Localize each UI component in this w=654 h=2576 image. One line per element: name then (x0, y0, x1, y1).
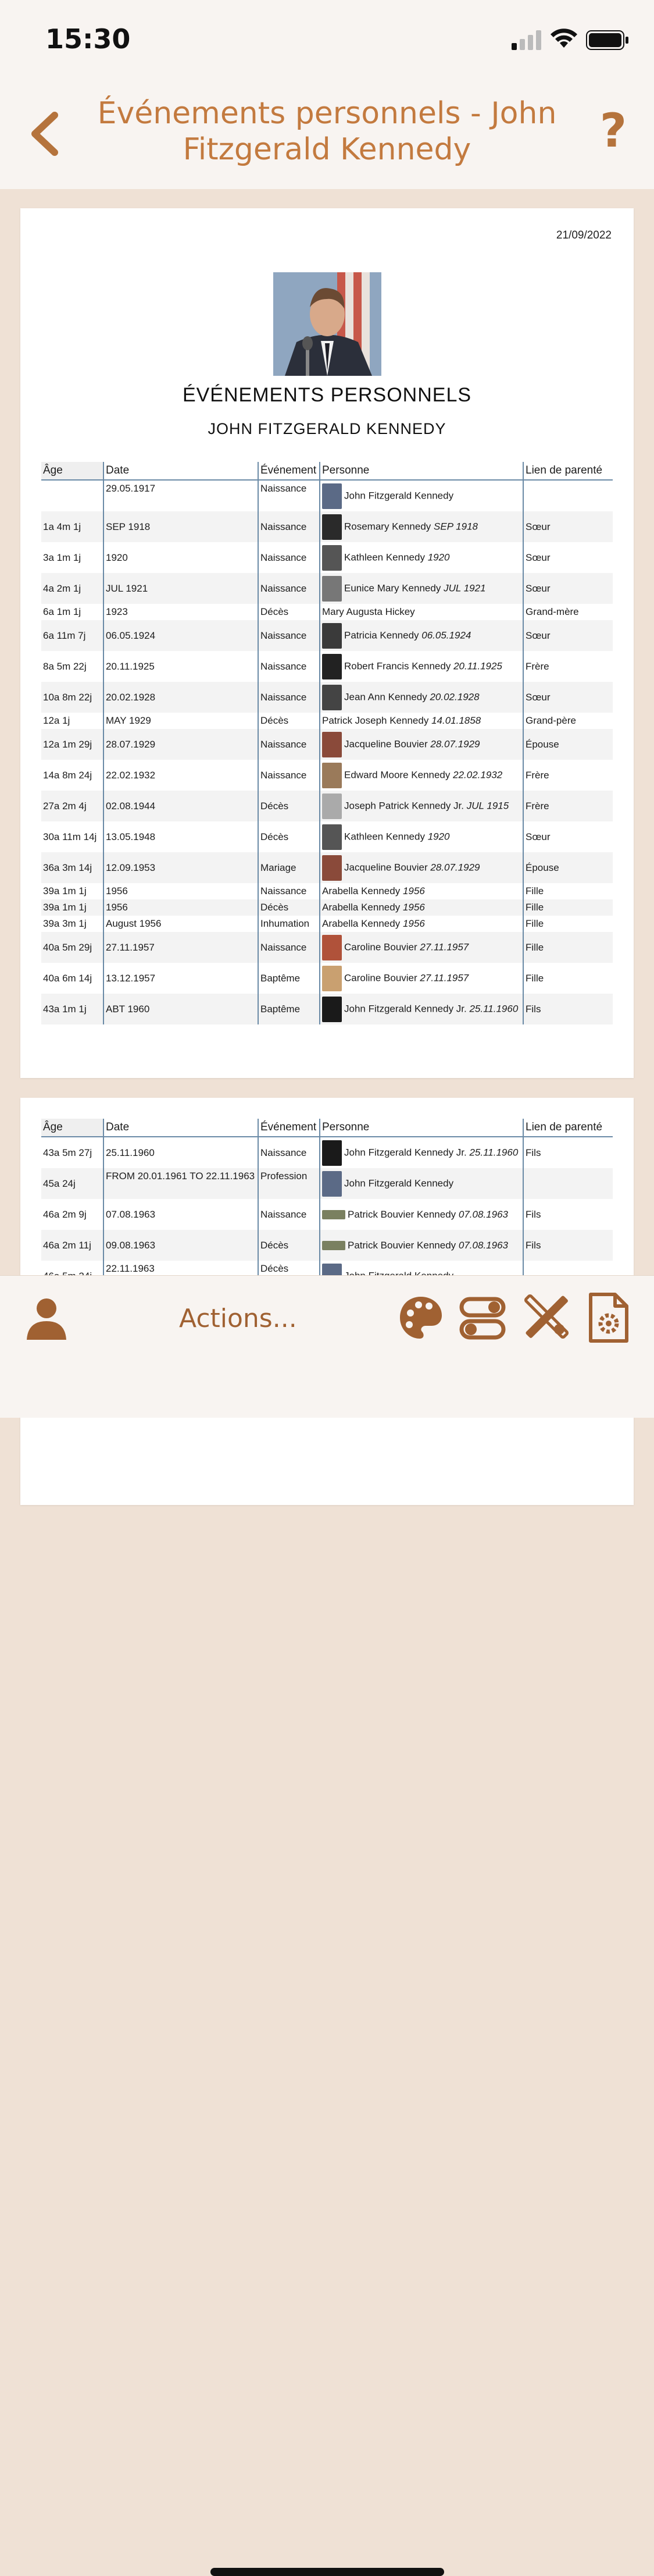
person-thumbnail (322, 794, 342, 819)
event-cell: Naissance (258, 1137, 320, 1168)
person-thumbnail (322, 732, 342, 757)
date-cell: 1956 (103, 883, 258, 899)
person-name: Caroline Bouvier (344, 941, 417, 952)
person-thumbnail (322, 576, 342, 602)
table-row (41, 620, 613, 651)
date-cell: 25.11.1960 (103, 1137, 258, 1168)
header-relation: Lien de parenté (523, 1119, 613, 1137)
person-name: Patrick Bouvier Kennedy (348, 1239, 456, 1251)
event-cell: Inhumation (258, 916, 320, 932)
person-date: 06.05.1924 (421, 629, 471, 641)
header-event: Événement (258, 462, 320, 480)
person-date: 25.11.1960 (469, 1002, 519, 1014)
person-date: 27.11.1957 (420, 972, 469, 983)
age-cell: 36a 3m 14j (41, 852, 103, 883)
relation-cell: Frère (523, 760, 613, 791)
home-indicator (210, 2568, 444, 2576)
relation-cell: Fils (523, 1137, 613, 1168)
relation-cell (523, 480, 613, 511)
person-thumbnail (322, 1171, 342, 1197)
person-thumbnail (322, 966, 342, 991)
events-table-body (41, 1137, 613, 1291)
person-date: 28.07.1929 (430, 861, 480, 873)
person-thumbnail (322, 545, 342, 571)
event-cell: Naissance (258, 729, 320, 760)
person-cell (320, 883, 523, 899)
event-cell: Décès (258, 899, 320, 916)
date-cell: 22.02.1932 (103, 760, 258, 791)
date-cell: 07.08.1963 (103, 1199, 258, 1230)
report-page-1 (20, 208, 634, 1078)
person-cell (320, 1137, 523, 1168)
date-cell: 1923 (103, 604, 258, 620)
event-cell: Décès (258, 713, 320, 729)
person-cell (320, 511, 523, 542)
event-cell: Naissance (258, 573, 320, 604)
date-cell: 02.08.1944 (103, 791, 258, 821)
toggles-icon[interactable] (459, 1294, 506, 1341)
date-cell: JUL 1921 (103, 573, 258, 604)
age-cell: 43a 1m 1j (41, 994, 103, 1024)
event-cell: Décès (258, 604, 320, 620)
person-name: Rosemary Kennedy (344, 520, 431, 532)
table-row (41, 604, 613, 620)
person-cell (320, 932, 523, 963)
relation-cell: Fille (523, 932, 613, 963)
relation-cell: Frère (523, 791, 613, 821)
relation-cell: Fils (523, 994, 613, 1024)
person-name: Jacqueline Bouvier (344, 861, 428, 873)
relation-cell: Grand-père (523, 713, 613, 729)
table-header-row (41, 1119, 613, 1137)
age-cell: 12a 1m 29j (41, 729, 103, 760)
date-cell: 06.05.1924 (103, 620, 258, 651)
person-date: 25.11.1960 (469, 1146, 519, 1158)
table-row (41, 729, 613, 760)
navigation-bar (0, 76, 654, 189)
relation-cell: Fils (523, 1199, 613, 1230)
date-cell: 20.02.1928 (103, 682, 258, 713)
event-cell: Naissance (258, 760, 320, 791)
age-cell: 43a 5m 27j (43, 1147, 92, 1158)
table-row (41, 791, 613, 821)
cellular-signal-icon (512, 30, 544, 50)
person-cell (320, 760, 523, 791)
person-date: JUL 1921 (444, 582, 486, 593)
relation-cell: Fille (523, 899, 613, 916)
age-cell (41, 480, 103, 511)
person-thumbnail (322, 935, 342, 960)
relation-cell: Sœur (523, 682, 613, 713)
person-thumbnail (322, 483, 342, 509)
relation-cell: Épouse (523, 729, 613, 760)
date-cell: 09.08.1963 (103, 1230, 258, 1261)
event-cell: Décès (258, 1230, 320, 1261)
date-cell: August 1956 (103, 916, 258, 932)
event-cell: Naissance (258, 651, 320, 682)
person-cell (320, 963, 523, 994)
age-cell: 8a 5m 22j (43, 660, 87, 672)
person-cell (320, 682, 523, 713)
document-settings-icon[interactable] (588, 1292, 629, 1343)
table-row (41, 1199, 613, 1230)
table-row (41, 963, 613, 994)
help-button[interactable]: ? (599, 104, 627, 158)
relation-cell: Fille (523, 883, 613, 899)
table-row (41, 932, 613, 963)
person-name: Jean Ann Kennedy (344, 691, 427, 702)
person-name: Arabella Kennedy (322, 918, 401, 929)
relation-cell: Sœur (523, 620, 613, 651)
table-row (41, 760, 613, 791)
person-thumbnail (322, 763, 342, 788)
events-table (41, 1119, 613, 1291)
report-date: 21/09/2022 (556, 229, 612, 241)
actions-button[interactable]: Actions... (179, 1304, 297, 1333)
age-cell: 39a 1m 1j (43, 885, 87, 896)
person-date: 28.07.1929 (430, 738, 480, 749)
event-cell: Décès (258, 1261, 320, 1291)
person-name: Edward Moore Kennedy (344, 768, 451, 780)
person-date: 1920 (427, 830, 450, 842)
date-cell: FROM 20.01.1961 TO 22.11.1963 (103, 1168, 258, 1199)
report-title: ÉVÉNEMENTS PERSONNELS (182, 384, 472, 406)
event-cell: Naissance (258, 1199, 320, 1230)
table-row (41, 480, 613, 511)
person-thumbnail (322, 654, 342, 679)
header-age: Âge (41, 1119, 103, 1137)
age-cell: 39a 1m 1j (41, 899, 103, 916)
relation-cell: Fille (523, 963, 613, 994)
person-thumbnail (322, 1140, 342, 1166)
person-name: Patricia Kennedy (344, 629, 419, 641)
date-cell: 27.11.1957 (103, 932, 258, 963)
palette-icon[interactable] (398, 1294, 444, 1341)
person-name: Kathleen Kennedy (344, 830, 425, 842)
person-date: 07.08.1963 (458, 1239, 508, 1251)
person-name: Mary Augusta Hickey (322, 606, 415, 617)
age-cell: 46a 2m 11j (41, 1230, 103, 1261)
person-date: 1956 (402, 902, 425, 913)
relation-cell: Épouse (523, 852, 613, 883)
person-cell (320, 1230, 523, 1261)
person-name: John Fitzgerald Kennedy (344, 1177, 454, 1189)
person-cell (320, 651, 523, 682)
person-cell (320, 994, 523, 1024)
header-person: Personne (320, 462, 523, 480)
age-cell: 40a 5m 29j (41, 932, 103, 963)
person-thumbnail (322, 855, 342, 881)
page-title: Événements personnels - John Fitzgerald Kennedy (97, 96, 557, 167)
age-cell: 4a 2m 1j (41, 573, 103, 604)
table-header-row (41, 462, 613, 480)
person-thumbnail (322, 623, 342, 649)
person-cell (320, 821, 523, 852)
person-name: Caroline Bouvier (344, 972, 417, 983)
status-time: 15:30 (45, 23, 131, 55)
date-cell: 28.07.1929 (103, 729, 258, 760)
person-name: Joseph Patrick Kennedy Jr. (344, 799, 464, 811)
person-date: 1920 (427, 551, 450, 563)
bottom-toolbar (0, 1275, 654, 1418)
person-thumbnail (322, 685, 342, 710)
report-subtitle: JOHN FITZGERALD KENNEDY (208, 420, 446, 437)
date-cell: 13.05.1948 (103, 821, 258, 852)
event-cell: Naissance (258, 883, 320, 899)
person-thumbnail (322, 1241, 345, 1250)
date-cell: ABT 1960 (103, 994, 258, 1024)
table-row (41, 682, 613, 713)
person-cell (320, 1199, 523, 1230)
person-cell (320, 480, 523, 511)
date-cell: SEP 1918 (103, 511, 258, 542)
event-cell: Décès (258, 791, 320, 821)
event-cell: Baptême (258, 994, 320, 1024)
age-cell: 3a 1m 1j (43, 552, 81, 563)
person-name: Patrick Joseph Kennedy (322, 715, 429, 726)
person-date: SEP 1918 (434, 520, 478, 532)
wifi-icon (550, 28, 578, 49)
portrait-photo (273, 272, 381, 376)
event-cell: Profession (258, 1168, 320, 1199)
person-cell (320, 604, 523, 620)
relation-cell: Sœur (523, 573, 613, 604)
table-row (41, 821, 613, 852)
date-cell: MAY 1929 (103, 713, 258, 729)
event-cell: Mariage (258, 852, 320, 883)
person-cell (320, 916, 523, 932)
person-cell (320, 1168, 523, 1199)
relation-cell: Frère (523, 651, 613, 682)
events-table-body (41, 480, 613, 1024)
table-row (41, 899, 613, 916)
date-cell: 13.12.1957 (103, 963, 258, 994)
event-cell: Naissance (258, 542, 320, 573)
age-cell: 12a 1j (43, 715, 70, 726)
person-name: Jacqueline Bouvier (344, 738, 428, 749)
age-cell: 30a 11m 14j (43, 831, 97, 842)
person-cell (320, 899, 523, 916)
person-thumbnail (322, 514, 342, 540)
person-date: 27.11.1957 (420, 941, 469, 952)
table-row (41, 852, 613, 883)
person-date: 20.02.1928 (430, 691, 480, 702)
table-row (41, 1168, 613, 1199)
person-cell (320, 542, 523, 573)
date-cell: 1956 (103, 899, 258, 916)
age-cell: 14a 8m 24j (43, 769, 92, 781)
person-icon[interactable] (23, 1294, 70, 1341)
person-name: John Fitzgerald Kennedy (344, 489, 454, 501)
date-cell: 1920 (103, 542, 258, 573)
person-name: John Fitzgerald Kennedy Jr. (344, 1146, 467, 1158)
person-name: Patrick Bouvier Kennedy (348, 1208, 456, 1220)
person-cell (320, 713, 523, 729)
person-cell (320, 791, 523, 821)
person-cell (320, 573, 523, 604)
person-cell (320, 852, 523, 883)
person-name: Arabella Kennedy (322, 902, 401, 913)
age-cell: 45a 24j (41, 1168, 103, 1199)
header-age: Âge (41, 462, 103, 480)
table-row (41, 994, 613, 1024)
person-thumbnail (322, 997, 342, 1022)
tools-icon[interactable] (523, 1293, 570, 1340)
age-cell: 40a 6m 14j (43, 972, 92, 984)
event-cell: Baptême (258, 963, 320, 994)
table-row (41, 511, 613, 542)
person-date: 1956 (402, 918, 425, 929)
age-cell: 27a 2m 4j (41, 791, 103, 821)
event-cell: Naissance (258, 480, 320, 511)
table-row (41, 651, 613, 682)
age-cell: 39a 3m 1j (43, 918, 87, 929)
age-cell: 10a 8m 22j (41, 682, 103, 713)
relation-cell (523, 1168, 613, 1199)
event-cell: Naissance (258, 620, 320, 651)
person-date: 14.01.1858 (431, 715, 481, 726)
header-date: Date (103, 1119, 258, 1137)
header-person: Personne (320, 1119, 523, 1137)
person-date: 1956 (402, 885, 425, 896)
table-row (41, 1137, 613, 1168)
table-row (41, 883, 613, 899)
event-cell: Naissance (258, 932, 320, 963)
table-row (41, 542, 613, 573)
battery-icon (586, 30, 629, 50)
person-thumbnail (322, 824, 342, 850)
person-date: 07.08.1963 (458, 1208, 508, 1220)
header-event: Événement (258, 1119, 320, 1137)
relation-cell: Sœur (523, 511, 613, 542)
table-row (41, 713, 613, 729)
age-cell: 1a 4m 1j (41, 511, 103, 542)
person-cell (320, 620, 523, 651)
date-cell: 12.09.1953 (103, 852, 258, 883)
event-cell: Naissance (258, 511, 320, 542)
relation-cell: Grand-mère (523, 604, 613, 620)
relation-cell: Sœur (523, 821, 613, 852)
age-cell: 46a 2m 9j (43, 1208, 87, 1220)
header-date: Date (103, 462, 258, 480)
person-name: Arabella Kennedy (322, 885, 401, 896)
event-cell: Naissance (258, 682, 320, 713)
person-name: Robert Francis Kennedy (344, 660, 451, 671)
relation-cell: Fils (523, 1230, 613, 1261)
person-date: 20.11.1925 (453, 660, 502, 671)
table-row (41, 1230, 613, 1261)
events-table (41, 462, 613, 1024)
relation-cell: Sœur (523, 542, 613, 573)
person-cell (320, 729, 523, 760)
chevron-left-icon[interactable] (28, 111, 63, 157)
status-bar (0, 0, 654, 76)
person-name: John Fitzgerald Kennedy Jr. (344, 1002, 467, 1014)
date-cell: 22.11.1963 (103, 1261, 258, 1291)
date-cell: 29.05.1917 (103, 480, 258, 511)
person-thumbnail (322, 1210, 345, 1219)
person-date: JUL 1915 (466, 799, 509, 811)
relation-cell: Fille (523, 916, 613, 932)
age-cell: 6a 1m 1j (43, 606, 81, 617)
person-name: Kathleen Kennedy (344, 551, 425, 563)
table-row (41, 573, 613, 604)
person-name: Eunice Mary Kennedy (344, 582, 441, 593)
header-relation: Lien de parenté (523, 462, 613, 480)
event-cell: Décès (258, 821, 320, 852)
age-cell: 6a 11m 7j (41, 620, 103, 651)
table-row (41, 916, 613, 932)
person-date: 22.02.1932 (453, 768, 503, 780)
date-cell: 20.11.1925 (103, 651, 258, 682)
